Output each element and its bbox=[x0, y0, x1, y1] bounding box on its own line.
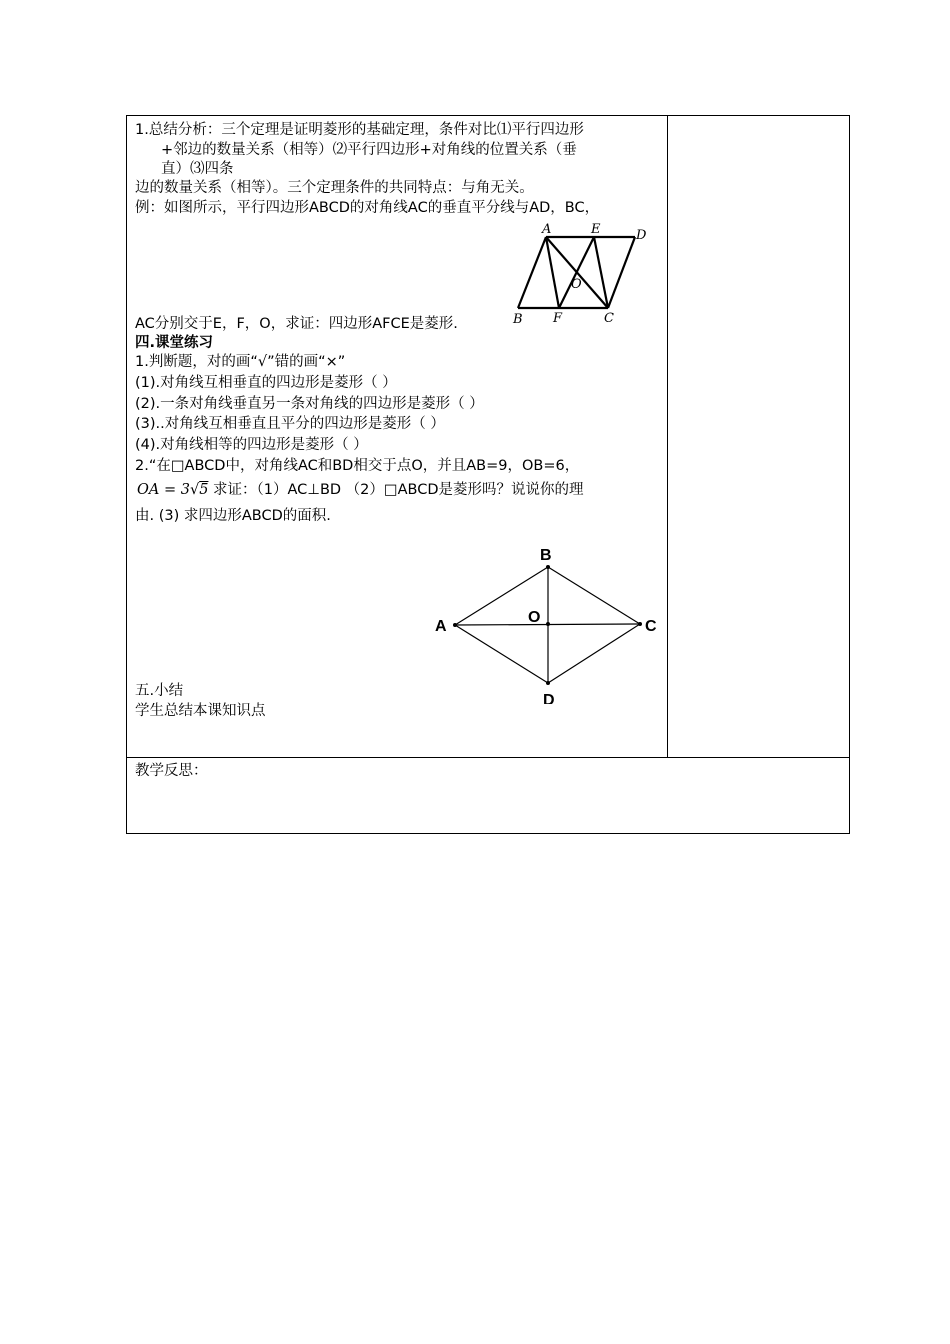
point-b bbox=[546, 565, 550, 569]
summary-line-4: 边的数量关系（相等）。三个定理条件的共同特点：与角无关。 bbox=[135, 180, 534, 196]
label-f: F bbox=[553, 311, 563, 326]
label-o: O bbox=[571, 277, 582, 292]
lesson-table bbox=[126, 115, 850, 834]
point-a bbox=[453, 623, 457, 627]
label-c: C bbox=[645, 618, 657, 635]
point-c bbox=[638, 622, 642, 626]
section5-body: 学生总结本课知识点 bbox=[135, 703, 266, 719]
example-line-2: AC分别交于E，F，O，求证：四边形AFCE是菱形. bbox=[135, 316, 458, 332]
segment-ec bbox=[594, 237, 608, 308]
label-b: B bbox=[513, 312, 523, 327]
section4-title: 四.课堂练习 bbox=[135, 335, 214, 351]
q1-item: (2).一条对角线垂直另一条对角线的四边形是菱形（ ） bbox=[135, 396, 484, 412]
q2-line-2-text: 求证：（1）AC⊥BD （2）□ABCD是菱形吗？说说你的理 bbox=[213, 482, 584, 498]
summary-line-2: +邻边的数量关系（相等）⑵平行四边形+对角线的位置关系（垂 bbox=[161, 142, 577, 158]
rhombus-figure bbox=[427, 544, 667, 704]
label-a: A bbox=[435, 618, 447, 635]
summary-line-3: 直）⑶四条 bbox=[161, 161, 234, 177]
label-d: D bbox=[636, 228, 647, 243]
segment-ef bbox=[559, 237, 594, 308]
label-b: B bbox=[540, 547, 552, 564]
q2-line-2 bbox=[137, 480, 584, 500]
label-a: A bbox=[542, 222, 552, 237]
segment-dc bbox=[608, 237, 635, 308]
q1-title: 1.判断题，对的画“√”错的画“×” bbox=[135, 354, 346, 370]
section5-title: 五.小结 bbox=[135, 683, 184, 699]
summary-line-1: 1.总结分析：三个定理是证明菱形的基础定理，条件对比⑴平行四边形 bbox=[135, 122, 584, 138]
example-line-1: 例：如图所示，平行四边形ABCD的对角线AC的垂直平分线与AD，BC， bbox=[135, 200, 600, 216]
segment-af bbox=[546, 237, 559, 308]
q1-item: (1).对角线互相垂直的四边形是菱形（ ） bbox=[135, 375, 397, 391]
label-e: E bbox=[591, 222, 601, 237]
label-c: C bbox=[604, 311, 614, 326]
segment-ab bbox=[518, 237, 546, 308]
reflection-label: 教学反思： bbox=[135, 763, 208, 779]
segment-da bbox=[455, 625, 548, 683]
column-divider bbox=[667, 116, 668, 757]
q2-line-1: 2.“在□ABCD中，对角线AC和BD相交于点O，并且AB=9，OB=6， bbox=[135, 458, 580, 474]
point-d bbox=[546, 681, 550, 685]
sqrt-icon: √ bbox=[189, 482, 200, 498]
formula-radicand: 5 bbox=[199, 482, 209, 498]
segment-cd bbox=[548, 624, 640, 683]
q2-line-3: 由. (3) 求四边形ABCD的面积. bbox=[135, 508, 331, 524]
label-o: O bbox=[528, 609, 541, 626]
row-divider bbox=[127, 757, 849, 758]
segment-bc bbox=[548, 567, 640, 624]
parallelogram-figure bbox=[510, 220, 650, 330]
formula-oa: OA = 3 bbox=[137, 482, 190, 498]
q1-item: (4).对角线相等的四边形是菱形（ ） bbox=[135, 437, 368, 453]
q1-item: (3)..对角线互相垂直且平分的四边形是菱形（ ） bbox=[135, 416, 445, 432]
label-d: D bbox=[543, 692, 555, 704]
point-o bbox=[546, 622, 550, 626]
